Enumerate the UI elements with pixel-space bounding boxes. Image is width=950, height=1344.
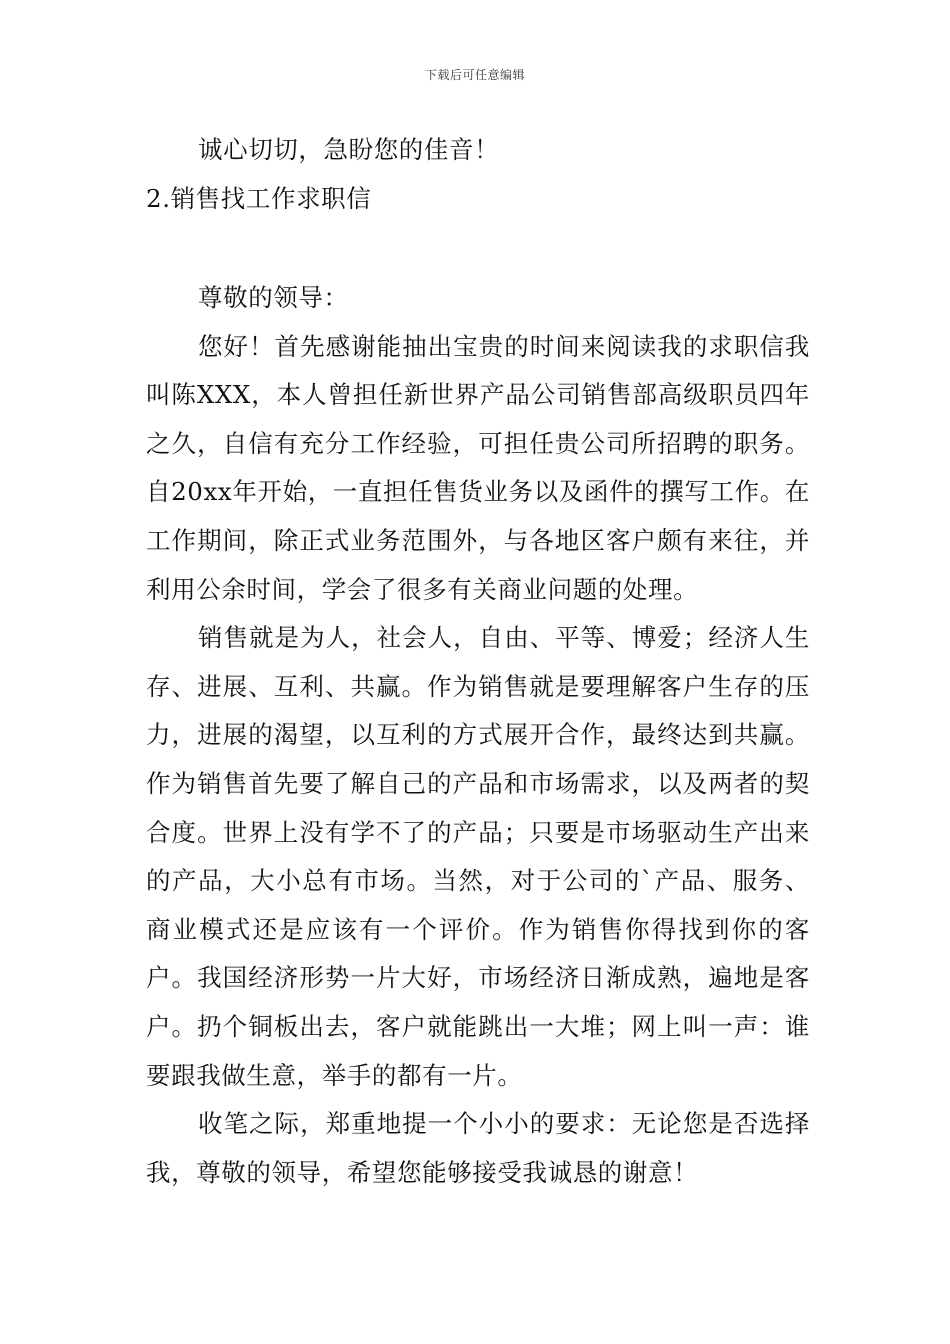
letter-body <box>146 274 810 1197</box>
paragraph-sales: 销售就是为人，社会人，自由、平等、博爱；经济人生存、进展、互利、共赢。作为销售就是要理解客户生存的压力，进展的渴望，以互利的方式展开合作，最终达到共赢。作为销售首先要了解自己的产品和市场需求，以及两者的契合度。世界上没有学不了的产品；只要是市场驱动生产出来的产品，大小总有市场。当然，对于公司的`产品、服务、商业模式还是应该有一个评价。作为销售你得找到你的客户。我国经济形势一片大好，市场经济日渐成熟，遍地是客户。扔个铜板出去，客户就能跳出一大堆；网上叫一声：谁要跟我做生意，举手的都有一片。 <box>146 623 810 1090</box>
section-title: 2.销售找工作求职信 <box>146 183 372 213</box>
salutation: 尊敬的领导： <box>198 283 349 312</box>
top-text-block <box>146 126 810 223</box>
paragraph-intro: 您好！首先感谢能抽出宝贵的时间来阅读我的求职信我叫陈XXX，本人曾担任新世界产品公司销售部高级职员四年之久，自信有充分工作经验，可担任贵公司所招聘的职务。自20xx年开始，一直担任售货业务以及函件的撰写工作。在工作期间，除正式业务范围外，与各地区客户颇有来往，并利用公余时间，学会了很多有关商业问题的处理。 <box>146 331 810 604</box>
closing-line: 诚心切切，急盼您的佳音！ <box>198 135 500 164</box>
paragraph-closing: 收笔之际，郑重地提一个小小的要求：无论您是否选择我，尊敬的领导，希望您能够接受我诚恳的谢意！ <box>146 1109 810 1187</box>
page-header-note: 下载后可任意编辑 <box>424 68 525 82</box>
